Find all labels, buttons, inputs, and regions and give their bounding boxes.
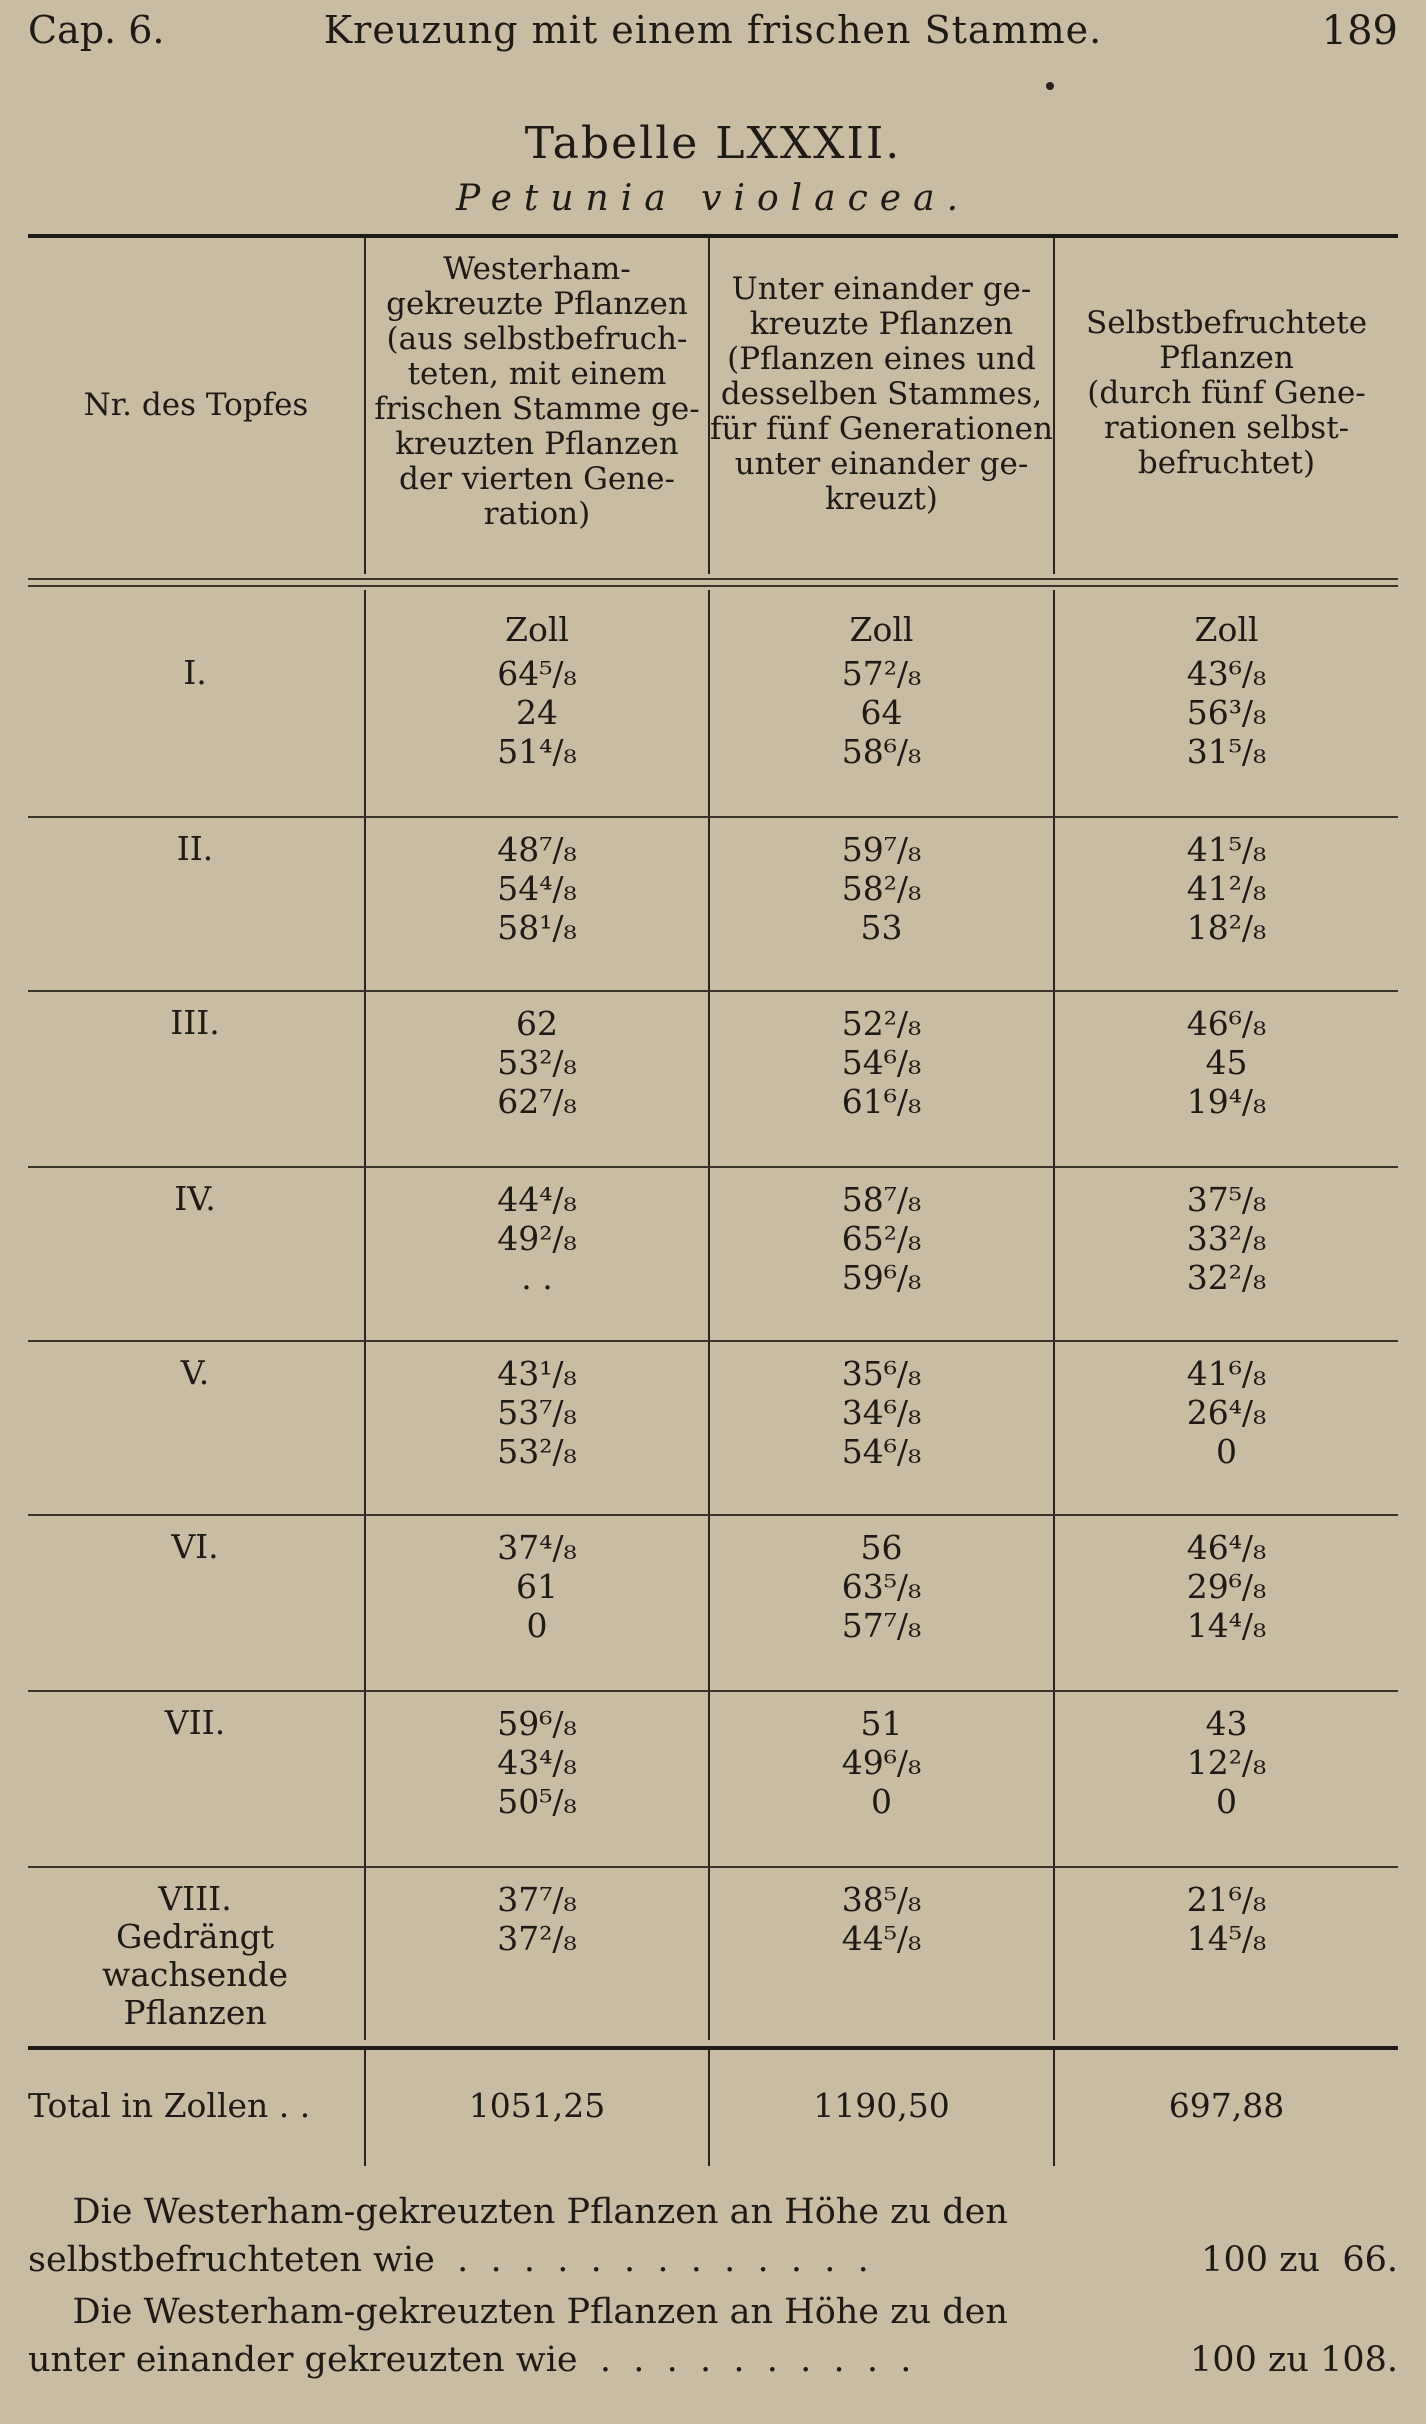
comparison-ratio-intercrossed: 100 zu 108. (1190, 2340, 1398, 2380)
height-value: 48⁷/₈ (497, 830, 577, 869)
row-group-divider (28, 990, 1398, 992)
comparison-text-1b: selbstbefruchteten wie . . . . . . . . . . . . . (28, 2240, 869, 2280)
height-value: 44⁴/₈ (497, 1180, 577, 1219)
height-value: 50⁵/₈ (497, 1782, 577, 1821)
comparison-line-3 (28, 2292, 1398, 2338)
height-value: 0 (526, 1606, 548, 1645)
height-value: 59⁶/₈ (497, 1704, 577, 1743)
height-value: 56³/₈ (1186, 693, 1267, 732)
pot-label: IV. (174, 1179, 216, 1218)
cell-selfed (1055, 1180, 1398, 1297)
height-value: 56 (860, 1528, 903, 1567)
height-value: 43⁴/₈ (497, 1743, 577, 1782)
height-value: 19⁴/₈ (1186, 1082, 1267, 1121)
total-westerham: 1051,25 (468, 2086, 606, 2125)
unit-label-intercrossed: Zoll (849, 610, 914, 649)
unit-label-selfed: Zoll (1194, 610, 1259, 649)
height-value: 37⁷/₈ (497, 1880, 577, 1919)
height-value: 57⁷/₈ (841, 1606, 922, 1645)
height-value: 0 (871, 1782, 892, 1821)
header-double-rule-bottom (28, 585, 1398, 587)
pot-label: V. (180, 1353, 210, 1392)
height-value: 53⁷/₈ (497, 1393, 577, 1432)
running-header (28, 8, 1398, 58)
table-title: Tabelle LXXXII. (524, 118, 902, 169)
chapter-label: Cap. 6. (28, 8, 165, 52)
cell-intercrossed (710, 1528, 1053, 1645)
height-value: 58²/₈ (841, 869, 922, 908)
cell-intercrossed (710, 1004, 1053, 1121)
height-value: 61 (516, 1567, 558, 1606)
cell-westerham (366, 1528, 708, 1645)
height-value: 41²/₈ (1186, 869, 1267, 908)
totals-rule (28, 2046, 1398, 2050)
height-value: 38⁵/₈ (841, 1880, 922, 1919)
height-value: 14⁵/₈ (1186, 1919, 1267, 1958)
cell-westerham (366, 1180, 708, 1297)
height-value: 37⁵/₈ (1186, 1180, 1267, 1219)
column-header-selfed: Selbstbefruchtete Pflanzen (durch fünf Gene- rationen selbst- befruchtet) (1085, 305, 1368, 481)
cell-westerham (366, 830, 708, 947)
print-speck (1046, 82, 1054, 90)
height-value: 43¹/₈ (497, 1354, 577, 1393)
height-value: 18²/₈ (1186, 908, 1267, 947)
comparison-text-2b: unter einander gekreuzten wie . . . . . . . . . . (28, 2340, 912, 2380)
comparison-line-1 (28, 2192, 1398, 2238)
height-value: 53²/₈ (497, 1043, 577, 1082)
height-value: 54⁶/₈ (841, 1432, 922, 1471)
height-value: 61⁶/₈ (841, 1082, 922, 1121)
height-value: 62⁷/₈ (497, 1082, 577, 1121)
height-value: 58⁶/₈ (841, 732, 922, 771)
height-value: 24 (516, 693, 558, 732)
height-value: 46⁶/₈ (1186, 1004, 1267, 1043)
height-value: 54⁶/₈ (841, 1043, 922, 1082)
cell-selfed (1055, 1004, 1398, 1121)
height-value: 49⁶/₈ (841, 1743, 922, 1782)
comparison-ratio-selfed: 100 zu 66. (1201, 2240, 1398, 2280)
height-value: 53 (860, 908, 903, 947)
cell-intercrossed (710, 1880, 1053, 1958)
column-header-pot: Nr. des Topfes (83, 387, 309, 423)
height-value: 64⁵/₈ (497, 654, 577, 693)
cell-westerham (366, 1704, 708, 1821)
height-value: 51 (860, 1704, 903, 1743)
cell-westerham (366, 1354, 708, 1471)
height-value: 41⁵/₈ (1186, 830, 1267, 869)
total-label: Total in Zollen . . (28, 2086, 311, 2125)
pot-label: VIII. Gedrängt wachsende Pflanzen (101, 1879, 289, 2032)
height-value: 29⁶/₈ (1186, 1567, 1267, 1606)
height-value: 0 (1216, 1782, 1237, 1821)
height-value: 12²/₈ (1186, 1743, 1267, 1782)
cell-selfed (1055, 1880, 1398, 1958)
height-value: 34⁶/₈ (841, 1393, 922, 1432)
cell-westerham (366, 654, 708, 771)
header-double-rule-top (28, 578, 1398, 580)
column-header-westerham: Westerham- gekreuzte Pflanzen (aus selbstbefruch- teten, mit einem frischen Stamme ge- kreuzten Pflanzen der vierten Gene- ration) (374, 251, 700, 532)
table-subtitle: Petunia violacea. (455, 178, 971, 219)
cell-selfed (1055, 1704, 1398, 1821)
height-value: 26⁴/₈ (1186, 1393, 1267, 1432)
row-group-divider (28, 1514, 1398, 1516)
comparison-text-1a: Die Westerham-gekreuzten Pflanzen an Höhe zu den (28, 2192, 1008, 2232)
height-value: 31⁵/₈ (1186, 732, 1267, 771)
pot-label: I. (183, 653, 207, 692)
pot-label: VII. (164, 1703, 226, 1742)
height-value: 43 (1205, 1704, 1248, 1743)
pot-label: VI. (171, 1527, 219, 1566)
height-value: . . (521, 1258, 553, 1297)
row-group-divider (28, 1866, 1398, 1868)
cell-intercrossed (710, 1354, 1053, 1471)
cell-selfed (1055, 830, 1398, 947)
height-value: 21⁶/₈ (1186, 1880, 1267, 1919)
body-divider-3 (1053, 590, 1055, 2040)
total-intercrossed: 1190,50 (813, 2086, 950, 2125)
height-value: 0 (1216, 1432, 1237, 1471)
height-value: 43⁶/₈ (1186, 654, 1267, 693)
height-value: 14⁴/₈ (1186, 1606, 1267, 1645)
height-value: 32²/₈ (1186, 1258, 1267, 1297)
height-value: 37²/₈ (497, 1919, 577, 1958)
height-value: 58¹/₈ (497, 908, 577, 947)
height-value: 45 (1205, 1043, 1248, 1082)
height-value: 46⁴/₈ (1186, 1528, 1267, 1567)
height-value: 58⁷/₈ (841, 1180, 922, 1219)
body-divider-1 (364, 590, 366, 2040)
row-group-divider (28, 1340, 1398, 1342)
row-group-divider (28, 816, 1398, 818)
height-value: 59⁷/₈ (841, 830, 922, 869)
column-header-intercrossed: Unter einander ge- kreuzte Pflanzen (Pflanzen eines und desselben Stammes, für fünf Generationen unter einander ge- kreuzt) (710, 271, 1053, 517)
body-divider-2 (708, 590, 710, 2040)
unit-label-westerham: Zoll (505, 610, 569, 649)
height-value: 54⁴/₈ (497, 869, 577, 908)
height-value: 37⁴/₈ (497, 1528, 577, 1567)
height-value: 63⁵/₈ (841, 1567, 922, 1606)
cell-selfed (1055, 1528, 1398, 1645)
height-value: 44⁵/₈ (841, 1919, 922, 1958)
pot-label: II. (176, 829, 214, 868)
height-value: 49²/₈ (497, 1219, 577, 1258)
height-value: 62 (516, 1004, 558, 1043)
total-selfed: 697,88 (1168, 2086, 1285, 2125)
comparison-line-2 (28, 2240, 1398, 2286)
height-value: 33²/₈ (1186, 1219, 1267, 1258)
height-value: 53²/₈ (497, 1432, 577, 1471)
running-title: Kreuzung mit einem frischen Stamme. (323, 8, 1103, 52)
cell-westerham (366, 1004, 708, 1121)
cell-selfed (1055, 1354, 1398, 1471)
height-value: 64 (860, 693, 903, 732)
height-value: 35⁶/₈ (841, 1354, 922, 1393)
pot-label: III. (170, 1003, 220, 1042)
cell-westerham (366, 1880, 708, 1958)
height-value: 59⁶/₈ (841, 1258, 922, 1297)
height-value: 65²/₈ (841, 1219, 922, 1258)
page-number: 189 (1321, 8, 1398, 54)
cell-selfed (1055, 654, 1398, 771)
cell-intercrossed (710, 1704, 1053, 1821)
height-value: 52²/₈ (841, 1004, 922, 1043)
height-value: 57²/₈ (841, 654, 922, 693)
cell-intercrossed (710, 654, 1053, 771)
comparison-text-2a: Die Westerham-gekreuzten Pflanzen an Höhe zu den (28, 2292, 1008, 2332)
row-group-divider (28, 1166, 1398, 1168)
cell-intercrossed (710, 1180, 1053, 1297)
height-value: 51⁴/₈ (497, 732, 577, 771)
table-top-rule (28, 234, 1398, 238)
cell-intercrossed (710, 830, 1053, 947)
row-group-divider (28, 1690, 1398, 1692)
height-value: 41⁶/₈ (1186, 1354, 1267, 1393)
comparison-line-4 (28, 2340, 1398, 2386)
